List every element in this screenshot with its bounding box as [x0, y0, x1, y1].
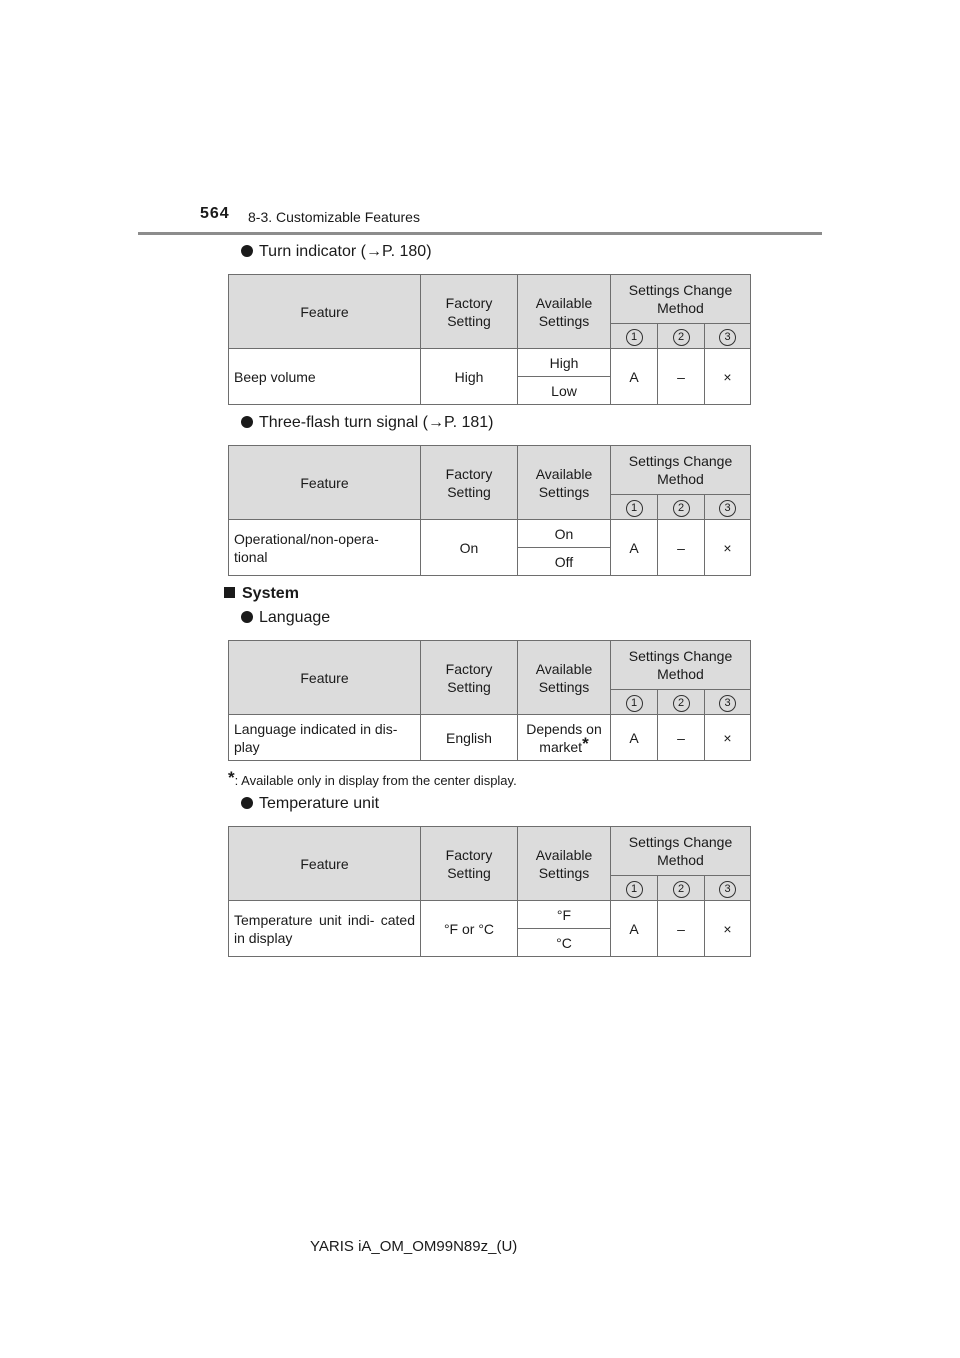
method-number-1: 1 — [611, 324, 658, 349]
method-number-2: 2 — [658, 495, 705, 520]
bullet-heading-turn-indicator — [241, 243, 432, 261]
col-header-available-settings: Available Settings — [518, 827, 611, 901]
cell-method-3: × — [705, 715, 751, 761]
method-number-3: 3 — [705, 324, 751, 349]
bullet-icon — [241, 416, 253, 428]
cell-feature: Temperature unit indi- cated in display — [229, 901, 421, 957]
cell-feature: Operational/non-opera- tional — [229, 520, 421, 576]
col-header-settings-change-method: Settings Change Method — [611, 641, 751, 690]
col-header-settings-change-method: Settings Change Method — [611, 275, 751, 324]
bullet-icon — [241, 245, 253, 257]
method-number-2: 2 — [658, 876, 705, 901]
heading-text: Three-flash turn signal (→P. 181) — [259, 414, 494, 431]
cell-method-1: A — [611, 901, 658, 957]
col-header-feature: Feature — [229, 275, 421, 349]
cell-factory: °F or °C — [421, 901, 518, 957]
cell-available-2: °C — [518, 929, 611, 957]
col-header-factory-setting: Factory Setting — [421, 641, 518, 715]
footnote-text: : Available only in display from the center display. — [234, 773, 517, 788]
section-title: 8-3. Customizable Features — [248, 209, 420, 225]
col-header-feature: Feature — [229, 641, 421, 715]
square-heading-system — [224, 585, 299, 603]
col-header-available-settings: Available Settings — [518, 641, 611, 715]
cell-available-1: On — [518, 520, 611, 548]
cell-feature: Beep volume — [229, 349, 421, 405]
heading-text: Language — [259, 609, 331, 626]
square-bullet-icon — [224, 587, 235, 598]
bullet-icon — [241, 797, 253, 809]
table-turn-indicator — [228, 274, 751, 405]
header-rule — [138, 232, 822, 235]
col-header-feature: Feature — [229, 827, 421, 901]
method-number-2: 2 — [658, 690, 705, 715]
cell-factory: On — [421, 520, 518, 576]
bullet-heading-three-flash — [241, 414, 493, 432]
cell-feature: Language indicated in dis- play — [229, 715, 421, 761]
col-header-settings-change-method: Settings Change Method — [611, 827, 751, 876]
method-number-3: 3 — [705, 690, 751, 715]
bullet-heading-temperature — [241, 795, 379, 813]
cell-method-3: × — [705, 901, 751, 957]
method-number-1: 1 — [611, 690, 658, 715]
col-header-factory-setting: Factory Setting — [421, 275, 518, 349]
cell-factory: High — [421, 349, 518, 405]
method-number-3: 3 — [705, 495, 751, 520]
cell-method-2: – — [658, 901, 705, 957]
bullet-heading-language — [241, 609, 330, 627]
heading-text: Turn indicator (→P. 180) — [259, 243, 432, 260]
method-number-2: 2 — [658, 324, 705, 349]
cell-available-1: High — [518, 349, 611, 377]
cell-method-2: – — [658, 349, 705, 405]
cell-available-2: Off — [518, 548, 611, 576]
cell-method-3: × — [705, 520, 751, 576]
cell-method-2: – — [658, 715, 705, 761]
col-header-settings-change-method: Settings Change Method — [611, 446, 751, 495]
col-header-available-settings: Available Settings — [518, 446, 611, 520]
cell-method-3: × — [705, 349, 751, 405]
table-language — [228, 640, 751, 761]
table-three-flash — [228, 445, 751, 576]
method-number-1: 1 — [611, 495, 658, 520]
footnote-mark: * — [582, 733, 589, 753]
cell-method-1: A — [611, 520, 658, 576]
footer-doc-code: YARIS iA_OM_OM99N89z_(U) — [310, 1238, 518, 1255]
col-header-available-settings: Available Settings — [518, 275, 611, 349]
col-header-feature: Feature — [229, 446, 421, 520]
table-temperature — [228, 826, 751, 957]
cell-method-1: A — [611, 349, 658, 405]
cell-available-1: °F — [518, 901, 611, 929]
col-header-factory-setting: Factory Setting — [421, 446, 518, 520]
cell-method-2: – — [658, 520, 705, 576]
cell-method-1: A — [611, 715, 658, 761]
heading-text: Temperature unit — [259, 795, 380, 812]
available-text: Depends on market — [526, 720, 602, 755]
cell-available-2: Low — [518, 377, 611, 405]
bullet-icon — [241, 611, 253, 623]
cell-available — [518, 715, 611, 761]
method-number-1: 1 — [611, 876, 658, 901]
footnote — [228, 768, 517, 788]
heading-text: System — [242, 585, 299, 602]
col-header-factory-setting: Factory Setting — [421, 827, 518, 901]
page-number: 564 — [200, 205, 230, 222]
method-number-3: 3 — [705, 876, 751, 901]
footnote-mark: * — [228, 768, 235, 787]
cell-factory: English — [421, 715, 518, 761]
